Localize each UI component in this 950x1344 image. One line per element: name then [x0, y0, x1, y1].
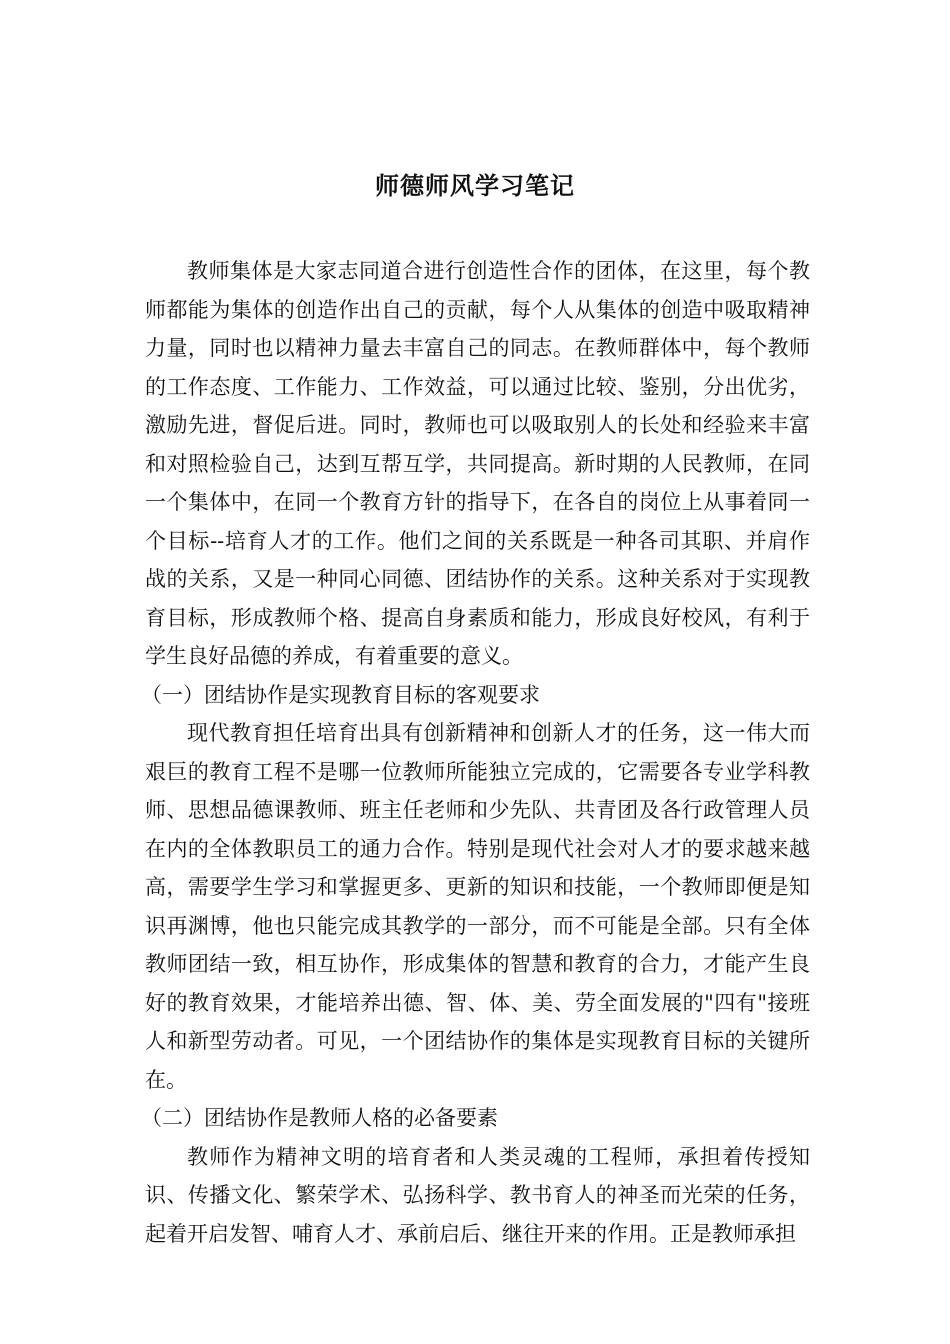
document-title: 师德师风学习笔记 [375, 171, 575, 200]
paragraph-section-1: 现代教育担任培育出具有创新精神和创新人才的任务，这一伟大而艰巨的教育工程不是哪一位教师所能独立完成的，它需要各专业学科教师、思想品德课教师、班主任老师和少先队、共青团及各行政管理人员在内的全体教职员工的通力合作。特别是现代社会对人才的要求越来越高，需要学生学习和掌握更多、更新的知识和技能，一个教师即便是知识再渊博，他也只能完成其教学的一部分，而不可能是全部。只有全体教师团结一致，相互协作，形成集体的智慧和教育的合力，才能产生良好的教育效果，才能培养出德、智、体、美、劳全面发展的"四有"接班人和新型劳动者。可见，一个团结协作的集体是实现教育目标的关键所在。 [145, 721, 810, 1092]
document-body [141, 252, 810, 1253]
paragraph-intro: 教师集体是大家志同道合进行创造性合作的团体，在这里，每个教师都能为集体的创造作出自己的贡献，每个人从集体的创造中吸取精神力量，同时也以精神力量去丰富自己的同志。在教师群体中，每个教师的工作态度、工作能力、工作效益，可以通过比较、鉴别，分出优劣，激励先进，督促后进。同时，教师也可以吸取别人的长处和经验来丰富和对照检验自己，达到互帮互学，共同提高。新时期的人民教师，在同一个集体中，在同一个教育方针的指导下，在各自的岗位上从事着同一个目标--培育人才的工作。他们之间的关系既是一种各司其职、并肩作战的关系，又是一种同心同德、团结协作的关系。这种关系对于实现教育目标，形成教师个格、提高自身素质和能力，形成良好校风，有利于学生良好品德的养成，有着重要的意义。 [145, 259, 810, 668]
section-heading-2: （二）团结协作是教师人格的必备要素 [141, 1106, 498, 1130]
paragraph-section-2: 教师作为精神文明的培育者和人类灵魂的工程师，承担着传授知识、传播文化、繁荣学术、弘扬科学、教书育人的神圣而光荣的任务，起着开启发智、哺育人才、承前启后、继往开来的作用。正是教师承担 [145, 1144, 810, 1246]
section-heading-1: （一）团结协作是实现教育目标的客观要求 [141, 682, 540, 707]
